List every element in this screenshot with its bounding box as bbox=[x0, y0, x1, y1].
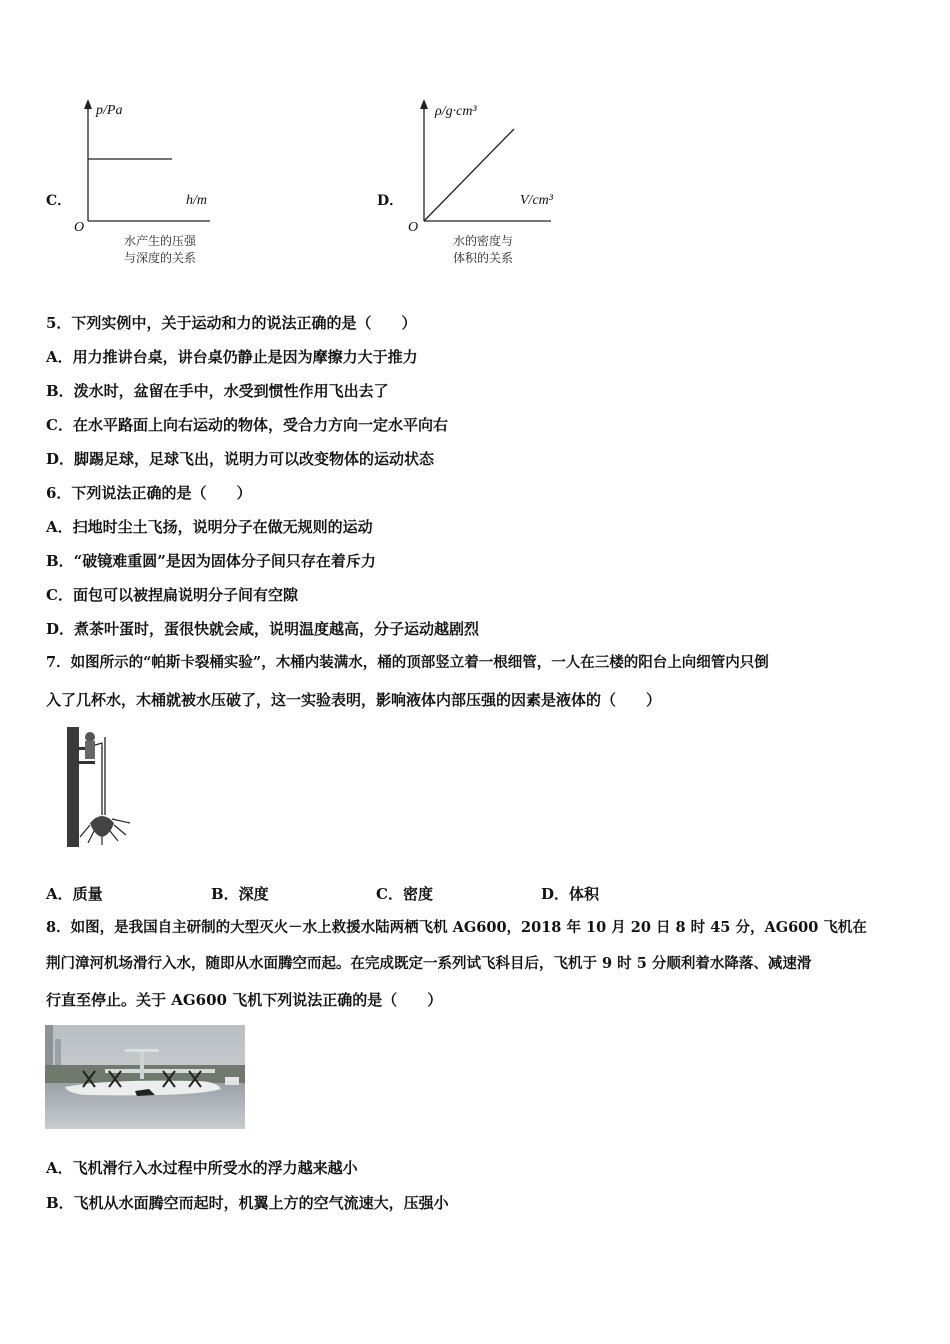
q8-option-b[interactable]: B．飞机从水面腾空而起时，机翼上方的空气流速大，压强小 bbox=[46, 1194, 449, 1212]
graph-d-axes bbox=[396, 95, 566, 230]
q5-option-c[interactable]: C．在水平路面上向右运动的物体，受合力方向一定水平向右 bbox=[46, 416, 448, 434]
graph-d-caption-line1: 水的密度与 bbox=[452, 234, 513, 248]
graph-d-x-axis-label: V/cm³ bbox=[520, 193, 553, 208]
q6-option-c[interactable]: C．面包可以被捏扁说明分子间有空隙 bbox=[46, 586, 298, 604]
pascal-barrel-illustration bbox=[66, 727, 140, 849]
graph-d-y-axis-label: ρ/g·cm³ bbox=[435, 104, 477, 119]
ag600-seaplane-photo bbox=[45, 1025, 245, 1129]
q7-stem-line2: 入了几杯水，木桶就被水压破了，这一实验表明，影响液体内部压强的因素是液体的（ ） bbox=[46, 691, 662, 709]
graph-c-x-axis-label: h/m bbox=[186, 193, 207, 208]
graph-c-axes bbox=[60, 95, 230, 230]
graph-c-caption-line2: 与深度的关系 bbox=[123, 251, 196, 265]
graph-d-caption bbox=[423, 233, 543, 267]
q5-option-d[interactable]: D．脚踢足球，足球飞出，说明力可以改变物体的运动状态 bbox=[46, 450, 435, 468]
q6-option-a[interactable]: A．扫地时尘土飞扬，说明分子在做无规则的运动 bbox=[46, 518, 373, 536]
q6-option-b[interactable]: B．“破镜难重圆”是因为固体分子间只存在着斥力 bbox=[46, 552, 376, 570]
q8-stem-line1: 8．如图，是我国自主研制的大型灭火－水上救援水陆两栖飞机 AG600，2018 年 10 月 20 日 8 时 45 分，AG600 飞机在 bbox=[46, 919, 867, 936]
q7-option-d[interactable]: D．体积 bbox=[541, 885, 600, 903]
graph-c-caption bbox=[100, 233, 220, 267]
q7-option-b[interactable]: B．深度 bbox=[211, 885, 269, 903]
graph-d-origin: O bbox=[408, 220, 419, 235]
q5-option-a[interactable]: A．用力推讲台桌，讲台桌仍静止是因为摩擦力大于推力 bbox=[46, 348, 418, 366]
graph-c-caption-line1: 水产生的压强 bbox=[123, 234, 196, 248]
graph-c-origin: O bbox=[74, 220, 85, 235]
q6-stem: 6．下列说法正确的是（ ） bbox=[46, 484, 252, 502]
graph-d-label: D． bbox=[377, 193, 404, 209]
q6-option-d[interactable]: D．煮茶叶蛋时，蛋很快就会咸，说明温度越高，分子运动越剧烈 bbox=[46, 620, 480, 638]
q7-option-c[interactable]: C．密度 bbox=[376, 885, 433, 903]
graph-d-caption-line2: 体积的关系 bbox=[452, 251, 513, 265]
graph-c-label: C． bbox=[46, 193, 72, 209]
q8-stem-line3: 行直至停止。关于 AG600 飞机下列说法正确的是（ ） bbox=[46, 991, 443, 1009]
graph-d-series-line bbox=[424, 129, 514, 221]
q8-option-a[interactable]: A．飞机滑行入水过程中所受水的浮力越来越小 bbox=[46, 1159, 358, 1177]
q5-option-b[interactable]: B．泼水时，盆留在手中，水受到惯性作用飞出去了 bbox=[46, 382, 389, 400]
q7-option-a[interactable]: A．质量 bbox=[46, 885, 103, 903]
q5-stem: 5．下列实例中，关于运动和力的说法正确的是（ ） bbox=[46, 314, 417, 332]
q8-stem-line2: 荆门漳河机场滑行入水，随即从水面腾空而起。在完成既定一系列试飞科目后，飞机于 9 时 5 分顺利着水降落、减速滑 bbox=[46, 955, 812, 972]
graph-c-y-axis-label: p/Pa bbox=[96, 103, 123, 118]
q7-stem-line1: 7．如图所示的“帕斯卡裂桶实验”，木桶内装满水，桶的顶部竖立着一根细管，一人在三楼的阳台上向细管内只倒 bbox=[46, 654, 769, 671]
